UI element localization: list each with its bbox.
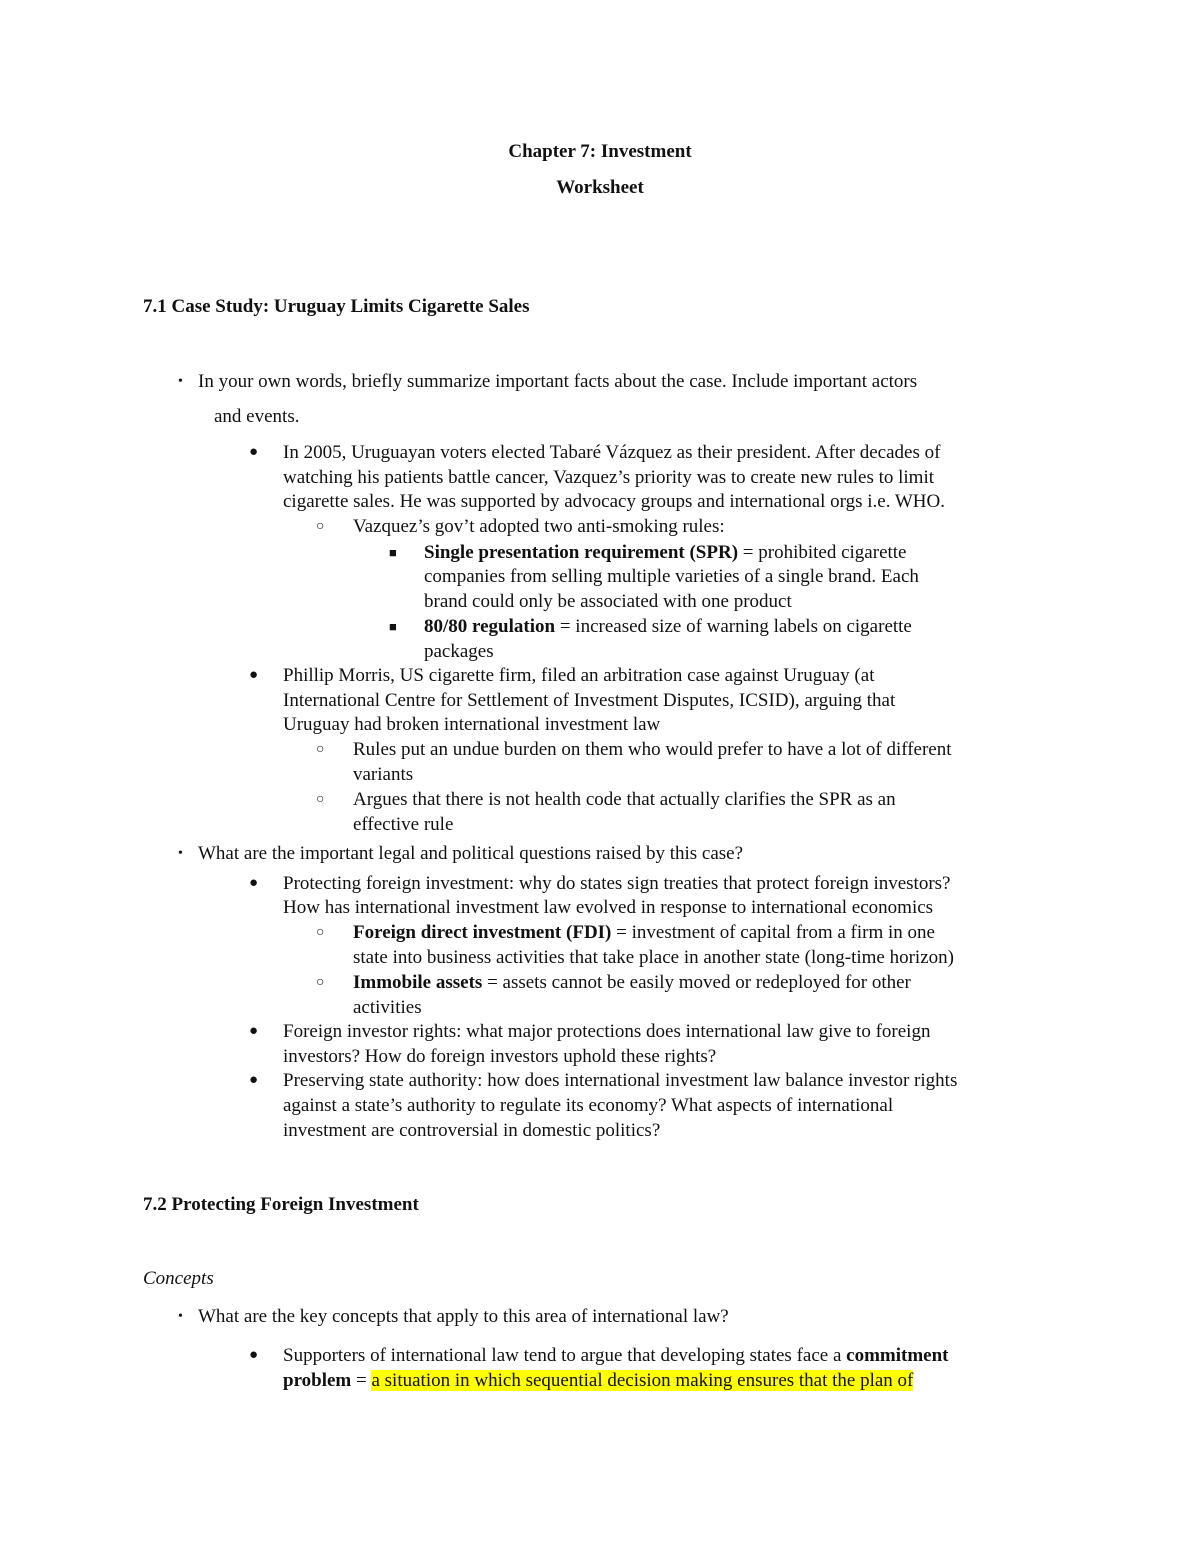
fdi-line2: state into business activities that take place in another state (long-time horizon) [353, 947, 954, 968]
bullet-marker: • [178, 1309, 183, 1324]
bullet-marker: ○ [316, 742, 325, 757]
state-authority-line3: investment are controversial in domestic politics? [283, 1120, 661, 1141]
section-heading-7-1: 7.1 Case Study: Uruguay Limits Cigarette Sales [143, 296, 530, 317]
immobile-assets-def: = assets cannot be easily moved or redeployed for other [482, 972, 911, 993]
problem-term: problem [283, 1370, 352, 1391]
bullet-marker: ● [249, 1072, 259, 1088]
bullet-marker: ○ [316, 925, 325, 940]
regulation-8080-line1 [424, 614, 912, 639]
bullet-marker: ■ [389, 545, 397, 560]
bullet-marker: ○ [316, 792, 325, 807]
fdi-term: Foreign direct investment (FDI) [353, 922, 612, 943]
commitment-problem-line2 [283, 1368, 913, 1393]
regulation-8080-line2: packages [424, 641, 494, 662]
investor-rights-line1: Foreign investor rights: what major protections does international law give to foreign [283, 1021, 931, 1042]
answer-uruguay-line2: watching his patients battle cancer, Vazquez’s priority was to create new rules to limit [283, 467, 935, 488]
spr-line3: brand could only be associated with one product [424, 591, 792, 612]
bullet-marker: ● [249, 667, 259, 683]
answer-uruguay-line3: cigarette sales. He was supported by advocacy groups and international orgs i.e. WHO. [283, 491, 945, 512]
bullet-marker: ● [249, 1023, 259, 1039]
bullet-marker: ■ [389, 619, 397, 634]
answer-uruguay-line1: In 2005, Uruguayan voters elected Tabaré Vázquez as their president. After decades of [283, 442, 941, 463]
bullet-marker: ○ [316, 975, 325, 990]
spr-def: = prohibited cigarette [738, 542, 907, 563]
regulation-8080-term: 80/80 regulation [424, 616, 556, 637]
investor-rights-line2: investors? How do foreign investors uphold these rights? [283, 1046, 717, 1067]
highlighted-definition: a situation in which sequential decision making ensures that the plan of [371, 1370, 914, 1391]
concepts-label: Concepts [143, 1268, 214, 1289]
bullet-marker: ○ [316, 519, 325, 534]
fdi-def: = investment of capital from a firm in one [611, 922, 935, 943]
state-authority-line2: against a state’s authority to regulate its economy? What aspects of international [283, 1095, 894, 1116]
question-summarize-line2: and events. [214, 406, 300, 427]
health-code-line1: Argues that there is not health code that actually clarifies the SPR as an [353, 789, 896, 810]
spr-line2: companies from selling multiple varieties of a single brand. Each [424, 566, 919, 587]
undue-burden-line1: Rules put an undue burden on them who would prefer to have a lot of different [353, 739, 952, 760]
undue-burden-line2: variants [353, 764, 414, 785]
page-subtitle: Worksheet [556, 177, 644, 198]
immobile-assets-term: Immobile assets [353, 972, 483, 993]
question-key-concepts: What are the key concepts that apply to this area of international law? [198, 1306, 729, 1327]
answer-philip-morris-line3: Uruguay had broken international investment law [283, 714, 661, 735]
question-legal-political: What are the important legal and political questions raised by this case? [198, 843, 744, 864]
bullet-marker: ● [249, 1347, 259, 1363]
page-title: Chapter 7: Investment [508, 141, 692, 162]
commitment-problem-intro: Supporters of international law tend to argue that developing states face a [283, 1345, 847, 1366]
bullet-marker: ● [249, 875, 259, 891]
section-heading-7-2: 7.2 Protecting Foreign Investment [143, 1194, 419, 1215]
spr-term: Single presentation requirement (SPR) [424, 542, 739, 563]
bullet-marker: • [178, 846, 183, 861]
regulation-8080-def: = increased size of warning labels on cigarette [555, 616, 912, 637]
spr-line1 [424, 540, 907, 565]
answer-philip-morris-line2: International Centre for Settlement of Investment Disputes, ICSID), arguing that [283, 690, 896, 711]
answer-philip-morris-line1: Phillip Morris, US cigarette firm, filed an arbitration case against Uruguay (at [283, 665, 875, 686]
bullet-marker: • [178, 374, 183, 389]
state-authority-line1: Preserving state authority: how does international investment law balance investor rights [283, 1070, 958, 1091]
protecting-investment-line2: How has international investment law evolved in response to international economics [283, 897, 934, 918]
commitment-problem-line1 [283, 1343, 949, 1368]
commitment-term: commitment [846, 1345, 949, 1366]
health-code-line2: effective rule [353, 814, 454, 835]
equals-sign: = [351, 1370, 372, 1391]
question-summarize-line1: In your own words, briefly summarize important facts about the case. Include important actors [198, 371, 918, 392]
immobile-assets-line1 [353, 970, 911, 995]
protecting-investment-line1: Protecting foreign investment: why do states sign treaties that protect foreign investors? [283, 873, 951, 894]
immobile-assets-line2: activities [353, 997, 422, 1018]
bullet-marker: ● [249, 444, 259, 460]
answer-rules-intro: Vazquez’s gov’t adopted two anti-smoking rules: [353, 516, 725, 537]
fdi-line1 [353, 920, 935, 945]
